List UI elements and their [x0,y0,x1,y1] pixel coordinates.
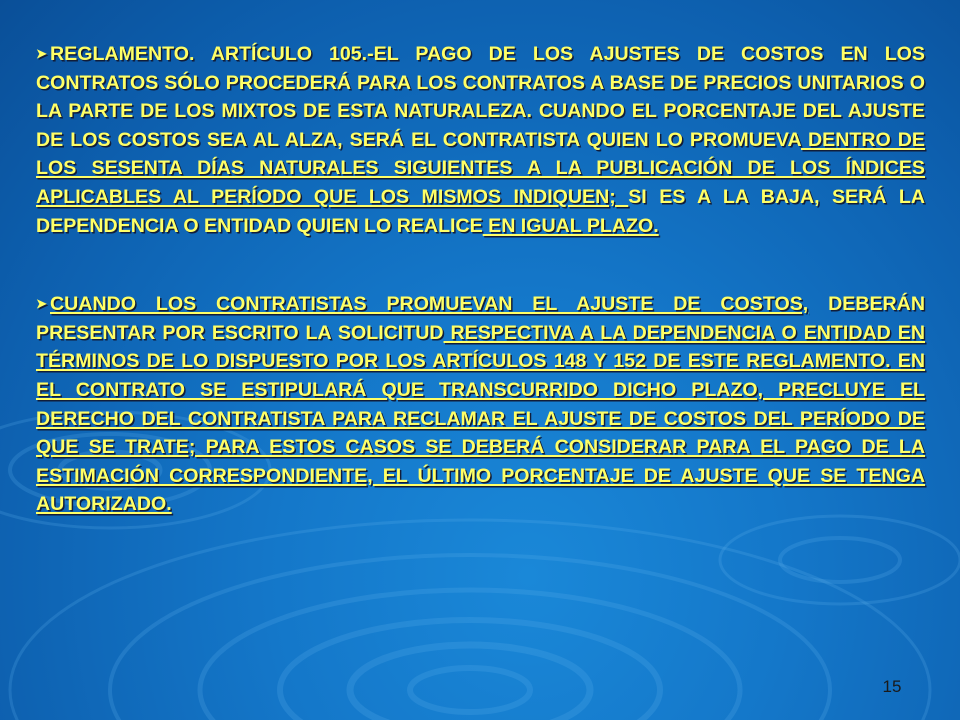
paragraph-contratistas-ajuste [36,290,925,519]
paragraph-2-text-a-underlined: CUANDO LOS CONTRATISTAS PROMUEVAN EL AJUSTE DE COSTOS, [50,293,809,316]
paragraph-2-text-c-underlined: RESPECTIVA A LA DEPENDENCIA O ENTIDAD EN TÉRMINOS DE LO DISPUESTO POR LOS ARTÍCULOS 148 Y 152 DE ESTE REGLAMENTO. EN EL CONTRATO SE ESTIPULARÁ QUE TRANSCURRIDO DICHO PLAZO, PRECLUYE EL DERECHO DEL CONTRATISTA PARA RECLAMAR EL AJUSTE DE COSTOS DEL PERÍODO DE QUE SE TRATE; PARA ESTOS CASOS SE DEBERÁ CONSIDERAR PARA EL PAGO DE LA ESTIMACIÓN CORRESPONDIENTE, EL ÚLTIMO PORCENTAJE DE AJUSTE QUE SE TENGA AUTORIZADO. [36,321,925,516]
arrow-bullet-icon: ➤ [36,46,47,61]
paragraph-1-text-b-underlined: DENTRO DE LOS SESENTA DÍAS NATURALES SIGUIENTES A LA PUBLICACIÓN DE LOS ÍNDICES APLICABLES AL PERÍODO QUE LOS MISMOS INDIQUEN; [36,128,925,208]
arrow-bullet-icon: ➤ [36,296,47,312]
page-number: 15 [882,677,902,696]
paragraph-1-text-c: SI ES A LA BAJA, SERÁ LA DEPENDENCIA O ENTIDAD QUIEN LO REALICE [36,185,925,237]
paragraph-1-text-d-underlined: EN IGUAL PLAZO. [482,214,659,237]
paragraph-2-text-b: DEBERÁN PRESENTAR POR ESCRITO LA SOLICITUD [36,293,925,344]
paragraph-1-text-a: REGLAMENTO. ARTÍCULO 105.-EL PAGO DE LOS AJUSTES DE COSTOS EN LOS CONTRATOS SÓLO PROCEDERÁ PARA LOS CONTRATOS A BASE DE PRECIOS UNITARIOS O LA PARTE DE LOS MIXTOS DE ESTA NATURALEZA. CUANDO EL PORCENTAJE DEL AJUSTE DE LOS COSTOS SEA AL ALZA, SERÁ EL CONTRATISTA QUIEN LO PROMUEVA [36,43,925,151]
slide-body [36,40,925,519]
paragraph-reglamento-articulo-105 [36,40,925,240]
